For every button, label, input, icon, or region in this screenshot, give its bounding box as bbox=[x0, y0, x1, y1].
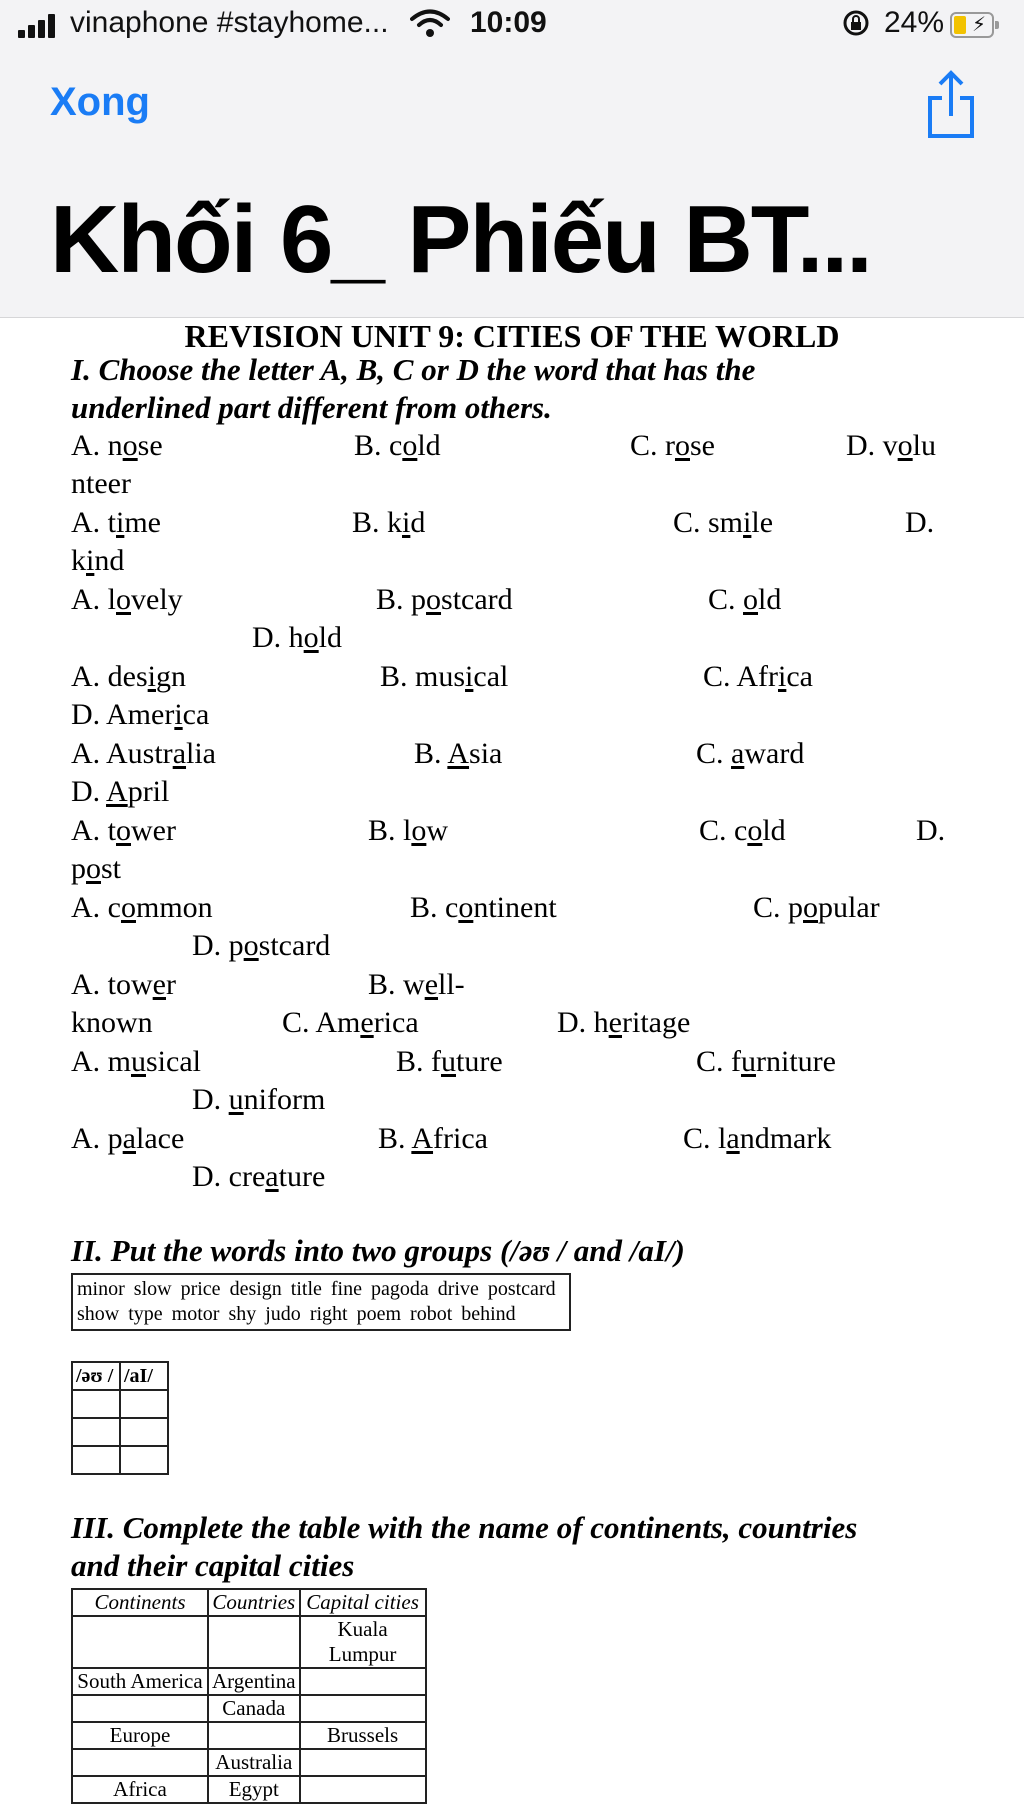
option-text: B. low bbox=[368, 814, 449, 847]
option-text: A. time bbox=[71, 506, 161, 539]
table-row: Africa Egypt bbox=[72, 1776, 426, 1803]
option-text: A. Australia bbox=[71, 737, 217, 770]
table-row: Canada bbox=[72, 1695, 426, 1722]
share-icon[interactable] bbox=[926, 70, 976, 140]
option-text: kind bbox=[71, 544, 125, 577]
table-row: South America Argentina bbox=[72, 1668, 426, 1695]
option-text: D. creature bbox=[192, 1160, 326, 1193]
option-text: A. design bbox=[71, 660, 186, 693]
section-1-title: underlined part different from others. bbox=[71, 390, 552, 425]
sound-groups-table bbox=[71, 1361, 169, 1475]
option-text: D. hold bbox=[252, 621, 343, 654]
option-text: B. future bbox=[396, 1045, 503, 1078]
option-text: C. Africa bbox=[703, 660, 813, 693]
option-text: D. America bbox=[71, 698, 210, 731]
option-text: A. lovely bbox=[71, 583, 183, 616]
option-text: D. volu bbox=[846, 429, 937, 462]
rotation-lock-icon bbox=[842, 9, 870, 37]
option-text: A. nose bbox=[71, 429, 163, 462]
table-row: Europe Brussels bbox=[72, 1722, 426, 1749]
option-text: B. postcard bbox=[376, 583, 513, 616]
option-text: C. cold bbox=[699, 814, 786, 847]
option-text: C. America bbox=[282, 1006, 419, 1039]
option-text: A. tower bbox=[71, 968, 176, 1001]
option-text: C. old bbox=[708, 583, 782, 616]
option-text: D. uniform bbox=[192, 1083, 326, 1116]
option-text: D. heritage bbox=[557, 1006, 691, 1039]
option-text: B. well- bbox=[368, 968, 465, 1001]
option-text: C. furniture bbox=[696, 1045, 836, 1078]
table-header: /əʊ / bbox=[72, 1362, 120, 1390]
option-text: B. Asia bbox=[414, 737, 503, 770]
option-text: A. palace bbox=[71, 1122, 185, 1155]
worksheet-heading: REVISION UNIT 9: CITIES OF THE WORLD bbox=[184, 318, 840, 354]
option-text: A. tower bbox=[71, 814, 176, 847]
table-row bbox=[72, 1390, 168, 1418]
option-text: nteer bbox=[71, 467, 131, 500]
option-text: B. kid bbox=[352, 506, 426, 539]
option-text: B. continent bbox=[410, 891, 557, 924]
clock: 10:09 bbox=[470, 6, 547, 39]
table-row bbox=[72, 1418, 168, 1446]
status-bar bbox=[0, 0, 1024, 52]
done-button[interactable]: Xong bbox=[50, 80, 150, 124]
option-text: B. cold bbox=[354, 429, 441, 462]
option-text: known bbox=[71, 1006, 153, 1039]
option-text: C. popular bbox=[753, 891, 880, 924]
table-header: Continents bbox=[72, 1589, 208, 1616]
option-text: A. common bbox=[71, 891, 213, 924]
option-text: post bbox=[71, 852, 122, 885]
word-row-2: show type motor shy judo right poem robot behind bbox=[77, 1303, 516, 1325]
section-3-title: III. Complete the table with the name of continents, countries bbox=[71, 1510, 858, 1545]
option-text: B. Africa bbox=[378, 1122, 488, 1155]
table-row: Kuala Lumpur bbox=[72, 1616, 426, 1668]
word-row-1: minor slow price design title fine pagoda drive postcard bbox=[77, 1278, 556, 1300]
table-row: Australia bbox=[72, 1749, 426, 1776]
option-text: D. bbox=[905, 506, 935, 539]
option-text: C. landmark bbox=[683, 1122, 832, 1155]
option-text: D. bbox=[916, 814, 946, 847]
document-title: Khối 6_ Phiếu BT... bbox=[50, 186, 871, 293]
option-text: D. postcard bbox=[192, 929, 331, 962]
option-text: C. rose bbox=[630, 429, 715, 462]
viewer-header bbox=[0, 0, 1024, 318]
carrier-name: vinaphone #stayhome... bbox=[70, 6, 389, 39]
table-header: Countries bbox=[208, 1589, 300, 1616]
option-text: A. musical bbox=[71, 1045, 201, 1078]
table-header: Capital cities bbox=[300, 1589, 426, 1616]
signal-icon bbox=[18, 14, 60, 38]
section-1-title: I. Choose the letter A, B, C or D the word that has the bbox=[71, 352, 756, 387]
wifi-icon bbox=[410, 8, 450, 38]
battery-icon: ⚡ bbox=[950, 12, 994, 38]
option-text: D. April bbox=[71, 775, 170, 808]
option-text: C. smile bbox=[673, 506, 774, 539]
table-header: /aI/ bbox=[120, 1362, 168, 1390]
capitals-table bbox=[71, 1588, 427, 1804]
option-text: B. musical bbox=[380, 660, 509, 693]
battery-percent: 24% bbox=[884, 6, 945, 39]
section-2-title: II. Put the words into two groups (/əʊ / and /aI/) bbox=[71, 1233, 685, 1268]
option-text: C. award bbox=[696, 737, 805, 770]
table-row bbox=[72, 1446, 168, 1474]
word-box bbox=[71, 1273, 571, 1331]
section-3-title: and their capital cities bbox=[71, 1548, 355, 1583]
